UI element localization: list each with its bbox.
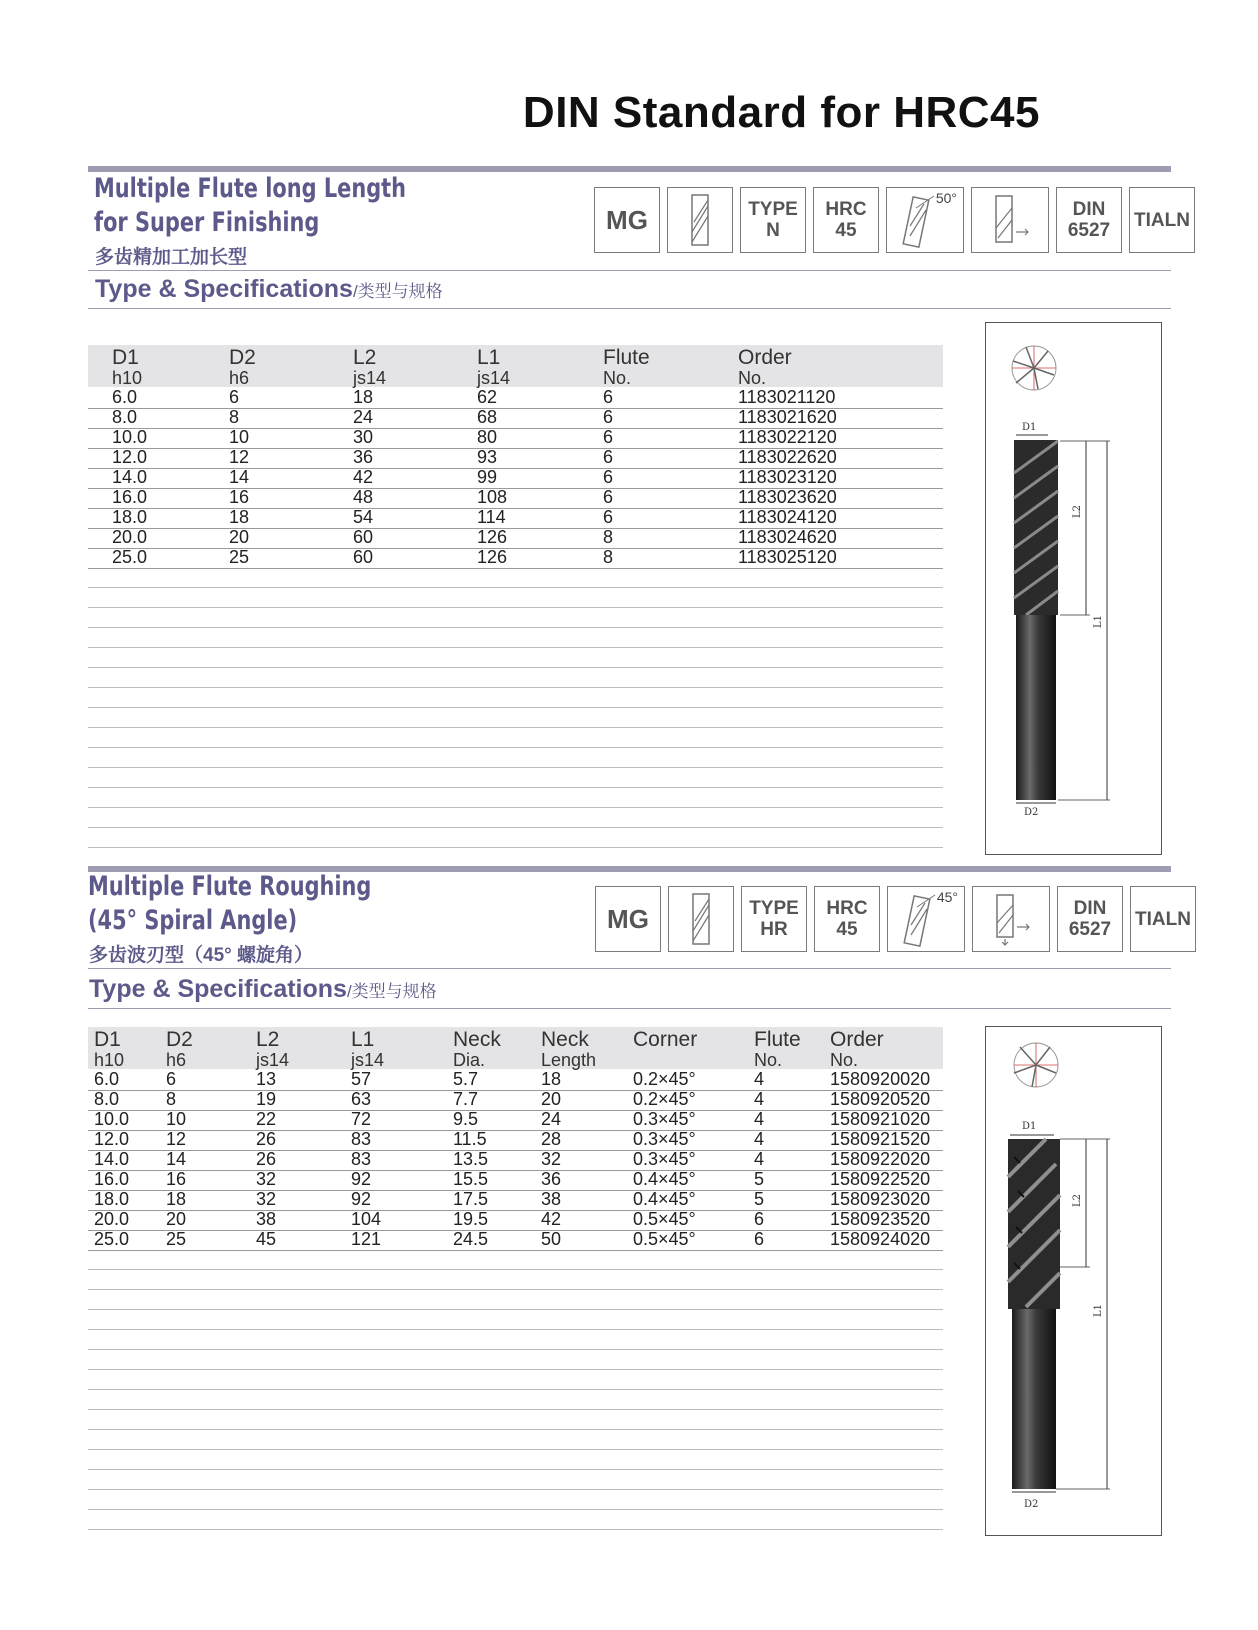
table-row [88,527,943,549]
table-cell: 121 [351,1229,382,1249]
empty-row-line [88,1349,943,1350]
column-header-sub: h10 [112,368,143,388]
table-cell: 63 [351,1089,372,1109]
column-header: D1 [112,346,139,369]
d2-label: D2 [1024,1499,1039,1510]
table-cell: 14.0 [112,467,148,487]
column-header-sub: No. [603,368,632,388]
l1-label: L1 [1093,614,1104,628]
table-cell: 7.7 [453,1089,479,1109]
table-cell: 18 [166,1189,187,1209]
section2-title-line2: (45° Spiral Angle) [88,905,298,936]
table-cell: 8 [229,407,240,427]
column-header-sub: No. [738,368,767,388]
table-row [88,1149,943,1171]
table-cell: 126 [477,547,508,567]
table-cell: 19 [256,1089,277,1109]
page-title: DIN Standard for HRC45 [522,88,1040,137]
coating-badge: TIALN [1129,187,1195,253]
hrc-badge: HRC 45 [813,187,879,253]
empty-row-line [88,687,943,688]
table-cell: 60 [353,547,374,567]
empty-row-line [88,707,943,708]
table-cell: 12.0 [94,1129,130,1149]
table-cell: 68 [477,407,498,427]
table-cell: 8 [603,527,614,547]
column-header-sub: No. [754,1050,783,1070]
column-header: Neck [541,1028,589,1051]
column-header-sub: js14 [477,368,511,388]
table-cell: 6 [603,447,614,467]
table-cell: 126 [477,527,508,547]
empty-row-line [88,1509,943,1510]
column-header: D2 [166,1028,193,1051]
empty-row-line [88,747,943,748]
table-cell: 57 [351,1069,372,1089]
table-cell: 25.0 [112,547,148,567]
table-cell: 1580921520 [830,1129,931,1149]
empty-row-line [88,1429,943,1430]
column-header-sub: js14 [256,1050,290,1070]
table-cell: 4 [754,1089,765,1109]
table-cell: 4 [754,1129,765,1149]
table-cell: 5 [754,1189,765,1209]
empty-row-line [88,1489,943,1490]
l2-label: L2 [1072,504,1083,518]
table-cell: 50 [541,1229,562,1249]
table-cell: 1183023620 [738,487,837,507]
table-cell: 4 [754,1149,765,1169]
section1-title-line2: for Super Finishing [94,207,320,238]
table-cell: 1580920020 [830,1069,931,1089]
section2-spec-table [88,1027,973,1535]
table-row [88,447,943,469]
table-cell: 60 [353,527,374,547]
table-cell: 24 [541,1109,562,1129]
d1-label: D1 [1022,1121,1037,1132]
table-cell: 14 [166,1149,187,1169]
table-row [88,547,943,569]
table-cell: 12.0 [112,447,148,467]
table-row [88,1069,943,1091]
column-header: L1 [477,346,501,369]
section1-title-line1: Multiple Flute long Length [94,173,407,204]
column-header: L1 [351,1028,375,1051]
table-cell: 9.5 [453,1109,479,1129]
empty-row-line [88,1469,943,1470]
table-cell: 48 [353,487,374,507]
hrc-badge: HRC 45 [814,886,880,952]
empty-row-line [88,1289,943,1290]
type-badge: TYPE N [740,187,806,253]
table-cell: 18 [541,1069,562,1089]
table-cell: 1183023120 [738,467,837,487]
table-cell: 6.0 [112,387,138,407]
table-cell: 28 [541,1129,562,1149]
table-cell: 16 [229,487,250,507]
helix-angle-value: 50° [935,190,957,206]
d2-label: D2 [1024,807,1039,818]
section1-title-cn: 多齿精加工加长型 [95,247,248,268]
table-cell: 83 [351,1129,372,1149]
table-cell: 24.5 [453,1229,489,1249]
table-row [88,467,943,489]
table-cell: 0.2×45° [633,1089,696,1109]
table-cell: 1183025120 [738,547,837,567]
table-cell: 30 [353,427,374,447]
table-cell: 0.2×45° [633,1069,696,1089]
table-cell: 12 [229,447,250,467]
table-cell: 12 [166,1129,187,1149]
empty-row-line [88,1389,943,1390]
table-cell: 14 [229,467,250,487]
center-cutting-icon [971,187,1049,253]
table-cell: 0.3×45° [633,1129,696,1149]
table-cell: 16.0 [112,487,148,507]
table-cell: 25 [229,547,250,567]
column-header-sub: js14 [351,1050,385,1070]
table-cell: 8 [166,1089,177,1109]
mg-badge: MG [595,886,661,952]
column-header-sub: h6 [166,1050,187,1070]
table-cell: 20 [229,527,250,547]
table-cell: 8 [603,547,614,567]
empty-row-line [88,647,943,648]
table-cell: 20.0 [94,1209,130,1229]
table-cell: 0.3×45° [633,1109,696,1129]
table-cell: 10 [229,427,250,447]
table-row [88,427,943,449]
section2-rule-top [88,968,1171,969]
type-badge: TYPE HR [741,886,807,952]
straight-shank-icon [668,886,734,952]
helix-angle-value: 45° [936,889,958,905]
table-cell: 20 [541,1089,562,1109]
table-cell: 80 [477,427,498,447]
table-cell: 42 [541,1209,562,1229]
table-cell: 22 [256,1109,277,1129]
section2-rule-bottom [88,1008,1171,1009]
table-cell: 1580923520 [830,1209,931,1229]
table-cell: 25 [166,1229,187,1249]
table-cell: 6 [603,387,614,407]
table-cell: 19.5 [453,1209,489,1229]
table-cell: 0.4×45° [633,1169,696,1189]
helix-angle-badge [886,187,964,253]
column-header: D2 [229,346,256,369]
column-header: Corner [633,1028,698,1051]
column-header: D1 [94,1028,121,1051]
table-cell: 8.0 [94,1089,120,1109]
table-row [88,507,943,529]
table-cell: 18 [353,387,374,407]
table-cell: 1183022620 [738,447,837,467]
table-row [88,1209,943,1231]
table-cell: 0.4×45° [633,1189,696,1209]
table-row [88,387,943,409]
table-cell: 114 [477,507,506,527]
section2-title-cn: 多齿波刃型（45° 螺旋角） [89,945,314,966]
table-cell: 6 [603,507,614,527]
column-header: L2 [256,1028,280,1051]
empty-row-line [88,767,943,768]
table-cell: 5.7 [453,1069,479,1089]
section2-title-line1: Multiple Flute Roughing [88,871,372,902]
table-cell: 8.0 [112,407,138,427]
table-cell: 6 [229,387,240,407]
table-cell: 1580923020 [830,1189,931,1209]
table-cell: 24 [353,407,374,427]
table-cell: 92 [351,1189,372,1209]
table-cell: 1580924020 [830,1229,931,1249]
table-cell: 45 [256,1229,277,1249]
table-cell: 38 [541,1189,562,1209]
empty-row-line [88,1409,943,1410]
table-cell: 18.0 [94,1189,130,1209]
table-cell: 6 [754,1229,765,1249]
table-row [88,487,943,509]
table-cell: 15.5 [453,1169,489,1189]
table-cell: 10.0 [112,427,148,447]
table-row [88,1109,943,1131]
table-cell: 14.0 [94,1149,130,1169]
column-header: L2 [353,346,377,369]
table-cell: 20.0 [112,527,148,547]
table-cell: 26 [256,1149,277,1169]
table-row [88,1089,943,1111]
empty-row-line [88,807,943,808]
table-cell: 72 [351,1109,372,1129]
column-header-sub: h10 [94,1050,125,1070]
column-header: Flute [754,1028,801,1051]
column-header: Order [738,346,792,369]
table-row [88,1229,943,1251]
table-cell: 4 [754,1109,765,1129]
table-cell: 0.5×45° [633,1209,696,1229]
empty-row-line [88,727,943,728]
table-cell: 0.3×45° [633,1149,696,1169]
empty-row-line [88,1309,943,1310]
section1-rule-top [88,270,1171,271]
table-cell: 1580921020 [830,1109,931,1129]
table-row [88,407,943,429]
section2-tool-drawing [985,1026,1162,1536]
helix-angle-badge [887,886,965,952]
table-cell: 11.5 [453,1129,487,1149]
l2-label: L2 [1072,1193,1083,1207]
table-cell: 62 [477,387,498,407]
table-cell: 38 [256,1209,277,1229]
table-cell: 25.0 [94,1229,130,1249]
section1-rule-bottom [88,308,1171,309]
table-cell: 32 [256,1169,277,1189]
table-cell: 18.0 [112,507,148,527]
table-cell: 4 [754,1069,765,1089]
l1-label: L1 [1093,1303,1104,1317]
column-header: Flute [603,346,650,369]
table-cell: 1580922020 [830,1149,931,1169]
table-cell: 13 [256,1069,277,1089]
table-cell: 99 [477,467,498,487]
table-cell: 1580920520 [830,1089,931,1109]
table-cell: 1183022120 [738,427,837,447]
empty-row-line [88,827,943,828]
din-badge: DIN 6527 [1056,187,1122,253]
coating-badge: TIALN [1130,886,1196,952]
din-badge: DIN 6527 [1057,886,1123,952]
table-cell: 10.0 [94,1109,130,1129]
table-cell: 36 [541,1169,562,1189]
table-cell: 18 [229,507,250,527]
table-cell: 6 [166,1069,177,1089]
table-cell: 93 [477,447,498,467]
table-header [88,1027,943,1069]
empty-row-line [88,1369,943,1370]
straight-shank-icon [667,187,733,253]
column-header-sub: js14 [353,368,387,388]
empty-row-line [88,607,943,608]
table-cell: 1183024620 [738,527,837,547]
empty-row-line [88,587,943,588]
table-cell: 54 [353,507,374,527]
empty-row-line [88,667,943,668]
plunge-cutting-icon [972,886,1050,952]
table-cell: 10 [166,1109,187,1129]
table-cell: 26 [256,1129,277,1149]
empty-row-line [88,1269,943,1270]
empty-row-line [88,627,943,628]
section1-tool-drawing [985,322,1162,855]
section2-spec-badges [595,886,1196,952]
empty-row-line [88,1529,943,1530]
table-cell: 36 [353,447,374,467]
empty-row-line [88,1329,943,1330]
d1-label: D1 [1022,422,1037,433]
table-cell: 16 [166,1169,187,1189]
table-cell: 0.5×45° [633,1229,696,1249]
table-row [88,1169,943,1191]
section1-spec-title: Type & Specifications/类型与规格 [95,275,443,303]
table-cell: 5 [754,1169,765,1189]
column-header-sub: Dia. [453,1050,486,1070]
table-cell: 92 [351,1169,372,1189]
column-header-sub: No. [830,1050,859,1070]
empty-row-line [88,1449,943,1450]
table-cell: 42 [353,467,374,487]
empty-row-line [88,847,943,848]
table-cell: 13.5 [453,1149,489,1169]
empty-row-line [88,787,943,788]
column-header: Order [830,1028,884,1051]
section2-spec-title: Type & Specifications/类型与规格 [89,975,437,1003]
section1-spec-badges [594,187,1195,253]
table-row [88,1129,943,1151]
table-cell: 6 [603,407,614,427]
table-cell: 108 [477,487,508,507]
table-cell: 1183021120 [738,387,836,407]
table-cell: 1183024120 [738,507,837,527]
table-cell: 83 [351,1149,372,1169]
table-header [88,345,943,387]
column-header-sub: Length [541,1050,597,1070]
column-header: Neck [453,1028,501,1051]
table-cell: 16.0 [94,1169,130,1189]
table-cell: 6 [603,427,614,447]
table-cell: 1580922520 [830,1169,931,1189]
table-cell: 17.5 [453,1189,489,1209]
table-row [88,1189,943,1211]
column-header-sub: h6 [229,368,250,388]
table-cell: 6 [603,487,614,507]
table-cell: 20 [166,1209,187,1229]
table-cell: 32 [541,1149,562,1169]
section1-spec-table [88,345,973,853]
table-cell: 32 [256,1189,277,1209]
table-cell: 104 [351,1209,382,1229]
mg-badge: MG [594,187,660,253]
table-cell: 6.0 [94,1069,120,1089]
table-cell: 6 [754,1209,765,1229]
table-cell: 1183021620 [738,407,837,427]
table-cell: 6 [603,467,614,487]
